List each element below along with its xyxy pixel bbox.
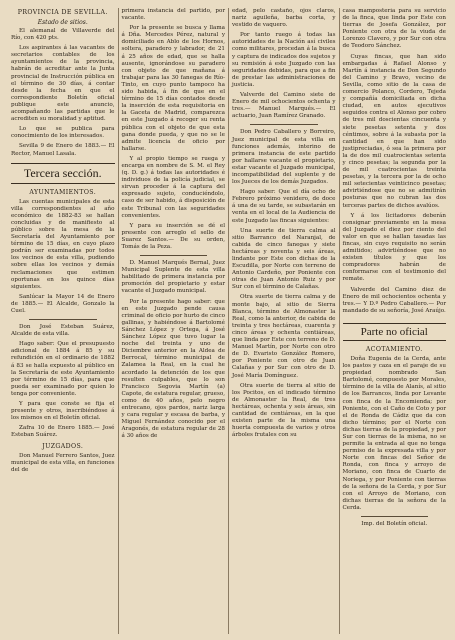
province-heading: PROVINCIA DE SEVILLA. (17, 9, 108, 16)
divider (250, 124, 318, 125)
paragraph: Zafra 10 de Enero 1885.— José Esteban Suárez. (11, 425, 115, 439)
subheading-sitios: Estado de sitios. (37, 19, 88, 26)
paragraph: Hago saber: Que el presupuesto adicional de 1884 á 85 y su refundición en el ordinario de 1882 á 83 se halla expuesto al público en la Secretaría de este Ayuntamiento por término de 15 días, para que pueda ser examinado por quien lo tenga por conveniente. (11, 341, 115, 397)
divider (140, 255, 208, 256)
divider (361, 516, 429, 517)
printer-footer: Imp. del Boletín oficial. (361, 521, 428, 527)
column-1 (8, 8, 119, 634)
paragraph: Por la presente hago saber: que en este Juzgado pende causa criminal de oficio por hurto de cinco gallinas, y habiéndose á Bartolomé Sánchez López y Ortega, á José Sánchez López que tuvo lugar la noche del treinta y uno de Diciembre anterior en la Aldea de Berrocal, término municipal de Zalamea la Real, en la cual he acordado la detención de los que resulten culpables, que lo son Francisco Segovia Martín (a) Capote, de estatura regular, grueso, como de 40 años, pelo negro entrecano, ojos pardos, nariz larga y cara regular y escasa de barba, y Miguel Fernández conocido por el Aragonés, de estatura regular de 28 á 30 años de (121, 298, 225, 440)
paragraph: Don Manuel Ferrero Santos, Juez municipal de esta villa, en funciones del de (11, 452, 115, 473)
paragraph: Valverde del Camino siete de Enero de mil ochocientos ochenta y tres.— Manuel Marqués.— El actuario, Juan Ramírez Granado. (232, 92, 336, 120)
paragraph: casa mampostería para su servicio de la finca, que linda por Este con tierras de Josefa González, por Poniente con otra de la viuda de Lorenzo Clavero, y por Sur con otra de Teodoro Sánchez. (342, 8, 446, 50)
paragraph: Y á los licitadores deberán consignar previamente en la mesa del Juzgado el diez por ciento del valor en que se hallan tasadas las fincas, sin cuyo requisito no serán admitidos; advirtiéndose que no existen títulos y que los compradores habrán de conformarse con el testimonio del remate. (342, 212, 446, 283)
paragraph: edad, pelo castaño, ojos claros, nariz aguileña, barba corta, y vestido de vaquero. (232, 8, 336, 29)
paragraph: D. Manuel Marqués Bernal, Juez Municipal Suplente de esta villa habilitado de primera instancia por promoción del propietario y estar vacante el Juzgado municipal. (121, 260, 225, 295)
paragraph: Doña Eugenia de la Cerda, ante los pastos y caza en el paraje de su propiedad nombrado San Bartolomé, compuesto por Morales, término de la villa de Alanís, al sitio de los Barrancos, linda por Levante con finca de la Encomienda; por Poniente, con el Caño de Coto y por el de Ronda de Cádiz que da con dicho término; por el Norte con dichas tierras de la propiedad, y por Sur con tierras de la misma, no se permite la entrada al que no tenga permiso de la expresada villa y por Norte con fincas del Señor de Ronda, con finca y arroyo de Moriano, con finca de Cuarto de Noriega, y por Poniente con tierras de la señora de la Cerda, y por Sur con el Arroyo de Moriano, con dichas tierras de la señora de la Cerda. (342, 355, 446, 511)
column-4 (340, 8, 450, 634)
subheading-ayuntamientos: AYUNTAMIENTOS. (29, 188, 97, 196)
subheading-acotamiento: ACOTAMIENTO. (365, 345, 423, 353)
paragraph: Otra suerte de tierra calma y de monte bajo, al sitio de Sierra Blanca, término de Almonaster la Real, como la anterior, de cabida de treinta y tres hectáreas, cuarenta y cinco áreas y ochenta centiáreas, que linda por Este con terreno de D. Manuel Martín, por Norte con otro de D. Evaristo González Romero, por Poniente con otro de Juan Calañas y por Sur con otro de D. José María Domínguez. (232, 294, 336, 379)
divider (29, 319, 97, 320)
paragraph: Lo que se publica para conocimiento de los interesados. (11, 126, 115, 140)
paragraph: Sevilla 9 de Enero de 1883.— El Rector, Manuel Lasala. (11, 143, 115, 157)
paragraph: Una suerte de tierra calma al sitio Barranco del Naranjal, de cabida de cinco fanegas y siete hectáreas y noventa y seis áreas, lindante por Este con dichas de la Escudilla, por Norte con terreno de Antonio Cardeño, por Poniente con otras de Juan Antonio Ruiz y por Sur con el término de Calañas. (232, 227, 336, 291)
paragraph: Las cuentas municipales de esta villa correspondientes al año económico de 1882-83 se hallan concluidas y de manifiesto al público sobre la mesa de la Secretaría del Ayuntamiento por término de 15 días, en cuyo plazo podrán ser examinadas por todos los vecinos de esta villa, pudiendo sobre ellas los vecinos y demás reclamaciones que estimen oportunas en los quince días siguientes. (11, 198, 115, 290)
column-2 (119, 8, 230, 634)
paragraph: Sanlúcar la Mayor 14 de Enero de 1885.— El Alcalde, Gonzalo la Cuel. (11, 293, 115, 314)
paragraph: El alemanal de Villaverde del Río, con 420 pts. (11, 28, 115, 42)
paragraph: Hago saber: Que el día ocho de Febrero próximo venidero, de doce á una de su tarde, se subastarán en venta en el local de la Audiencia de este Juzgado las fincas siguientes: (232, 189, 336, 224)
paragraph: Cuyas fincas, que han sido embargadas á Rafael Alonso y Martín á instancia de Don Segundo del Camino y Bravo, vecino de Sevilla, como sitio de la casa de comercio Polanco, Cordero, Tejeda y compañía domiciliada en dicha ciudad, en autos ejecutivos seguidos contra el Alonso por cobro de tres mil doscientas cincuenta y siete pesetas setenta y dos céntimos, sobre á la subasta por la cantidad en que han sido justipreciadas, ó sea la primera por la de dos mil cuatrocientas setenta y cinco pesetas; la segunda por la de mil cuatrocientas treinta pesetas, y la tercera por la de ocho mil setecientas veinticinco pesetas; advirtiéndose que no se admitirán posturas que no cubran las dos terceras partes de dichos avalúos. (342, 53, 446, 209)
paragraph: Y al propio tiempo se ruega y encarga en nombre de S. M. el Rey (q. D. g.) á todas las autoridades é individuos de la policía judicial, se sirvan proceder á la captura del expresado sujeto, conduciéndolo, caso de ser habido, á disposición de este Tribunal con las seguridades convenientes. (121, 155, 225, 219)
columns (8, 8, 449, 634)
subheading-juzgados: JUZGADOS. (42, 442, 84, 450)
paragraph: Don José Esteban Suárez, Alcalde de esta villa. (11, 324, 115, 338)
section-heading-tercera: Tercera sección. (11, 163, 115, 184)
paragraph: Y para su inserción se dé el presente con arreglo el sello de Suarez Santos.— De su orden, Tomás de la Peza. (121, 222, 225, 250)
paragraph: Por la presente se busca y llama á Dña. Mercedes Pérez, natural y domiciliado en Ablo de los Hornos, soltera, paradero y labrador, de 21 á 25 años de edad, que se halla ausente, ignorándose su paradero con objeto de que mañana á trabajar para las 30 fanegas de Río-Tinto, en cuyo punto tampoco ha sido habida, á fin de que en el término de 15 días contados desde la inserción de esta requisitoria en la Gaceta de Madrid, comparezca en este Juzgado á recoger su renta pública con el objeto de que esta gana donde pueda, y que no se le admite licencia de oficio por hallarse. (121, 25, 225, 152)
paragraph: Don Pedro Caballero y Borreiro, Juez municipal de esta villa en funciones además, interino de primera instancia de este partido por hallarse vacante el propietario, estar vacante el Juzgado municipal, incompatibilidad del suplente y de los Jueces de los demás Juzgados. (232, 129, 336, 186)
paragraph: Valverde del Camino diez de Enero de mil ochocientos ochenta y tres.— Y D.º Pedro Caballero.— Por mandado de su señoría, José Araújo. (342, 286, 446, 314)
paragraph: primera instancia del partido, por vacante. (121, 8, 225, 22)
section-heading-parte-no-oficial: Parte no oficial (343, 323, 447, 341)
column-3 (229, 8, 340, 634)
paragraph: Otra suerte de tierra al sitio de los Pocitos, en el indicado término de Almonaster la Real, de tres hectáreas, ochenta y seis áreas, sin cantidad de centiáreas, en la que existen parte de la misma una huerta compuesta de varios y otros árboles frutales con su (232, 382, 336, 439)
paragraph: Y para que conste se fija el presente y otros, inscribiéndose á los mismos en el Boletín oficial. (11, 401, 115, 422)
paragraph: Por tanto ruego á todas las autoridades de la Nación así civiles como militares, procedan á la busca y captura de indicados dos sujetos y su remisión á este Juzgado con las seguridades debidas, para que a fin de prestar las administraciones de justicia. (232, 32, 336, 88)
paragraph: Los aspirantes á las vacantes de secretarios contables de los ayuntamientos de la provincia, habrán de acreditar ante la Junta provincial de Instrucción pública en el término de 30 días, á contar desde la fecha en que el correspondiente Boletín oficial publique este anuncio, acompañando las partidas que le acrediten su moralidad y aptitud. (11, 45, 115, 123)
